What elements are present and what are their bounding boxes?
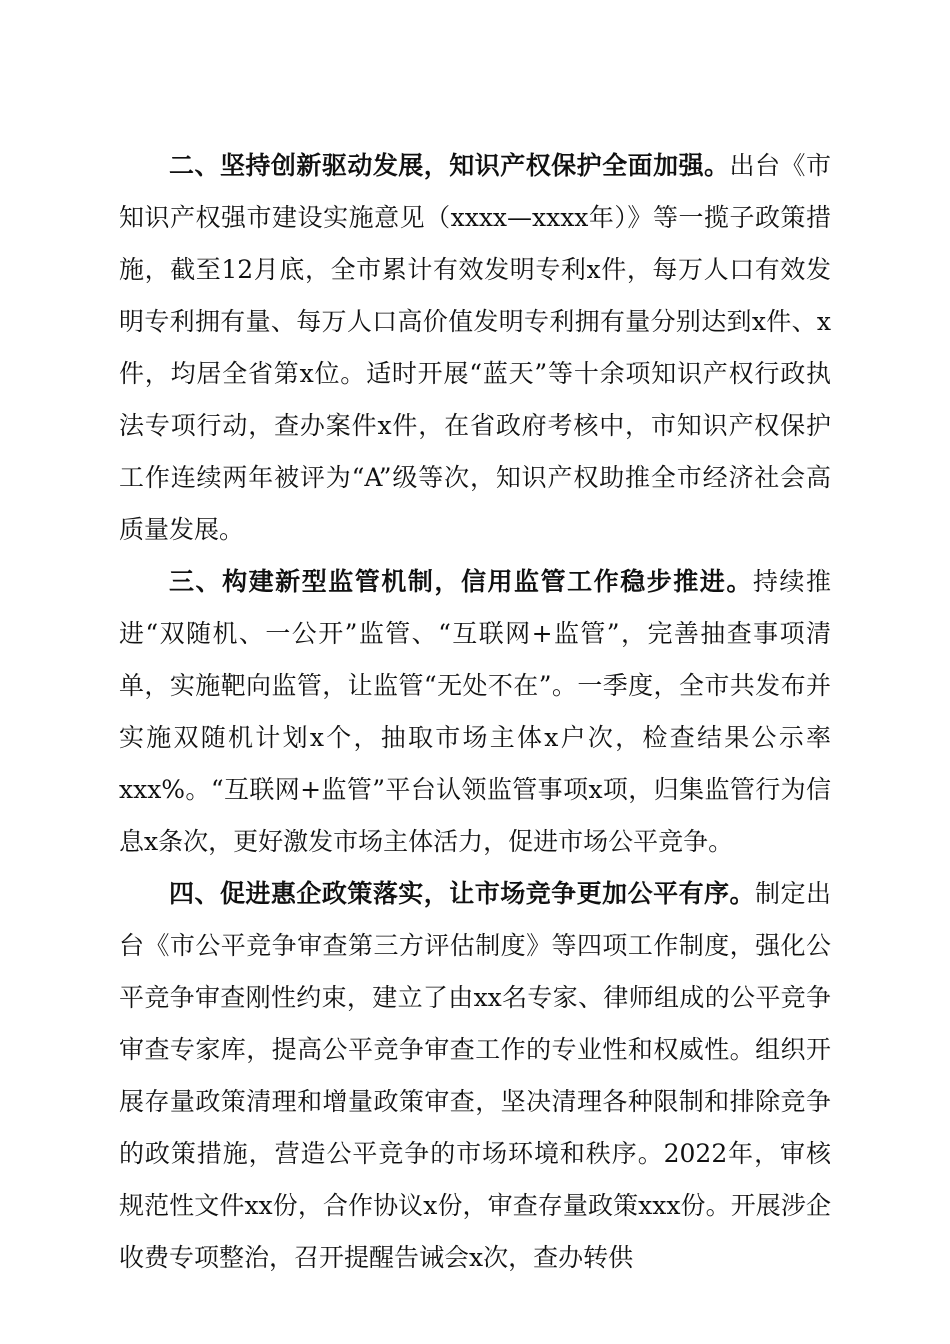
paragraph-innovation	[119, 140, 831, 556]
paragraph-heading: 三、构建新型监管机制，信用监管工作稳步推进。	[169, 567, 753, 596]
paragraph-text: 出台《市知识产权强市建设实施意见（xxxx—xxxx年）》等一揽子政策措施，截至12月底，全市累计有效发明专利x件，每万人口有效发明专利拥有量、每万人口高价值发明专利拥有量分别达到x件、x件，均居全省第x位。适时开展“蓝天”等十余项知识产权行政执法专项行动，查办案件x件，在省政府考核中，市知识产权保护工作连续两年被评为“A”级等次，知识产权助推全市经济社会高质量发展。	[119, 151, 831, 544]
paragraph-heading: 四、促进惠企政策落实，让市场竞争更加公平有序。	[169, 879, 756, 908]
paragraph-heading: 二、坚持创新驱动发展，知识产权保护全面加强。	[169, 151, 730, 180]
paragraph-text: 制定出台《市公平竞争审查第三方评估制度》等四项工作制度，强化公平竞争审查刚性约束，建立了由xx名专家、律师组成的公平竞争审查专家库，提高公平竞争审查工作的专业性和权威性。组织开展存量政策清理和增量政策审查，坚决清理各种限制和排除竞争的政策措施，营造公平竞争的市场环境和秩序。2022年，审核规范性文件xx份，合作协议x份，审查存量政策xxx份。开展涉企收费专项整治，召开提醒告诫会x次，查办转供	[119, 879, 831, 1272]
paragraph-fair-competition	[119, 868, 831, 1284]
paragraph-supervision	[119, 556, 831, 868]
paragraph-text: 持续推进“双随机、一公开”监管、“互联网+监管”，完善抽查事项清单，实施靶向监管，让监管“无处不在”。一季度，全市共发布并实施双随机计划x个，抽取市场主体x户次，检查结果公示率xxx%。“互联网+监管”平台认领监管事项x项，归集监管行为信息x条次，更好激发市场主体活力，促进市场公平竞争。	[119, 567, 831, 856]
document-body	[119, 140, 831, 1284]
